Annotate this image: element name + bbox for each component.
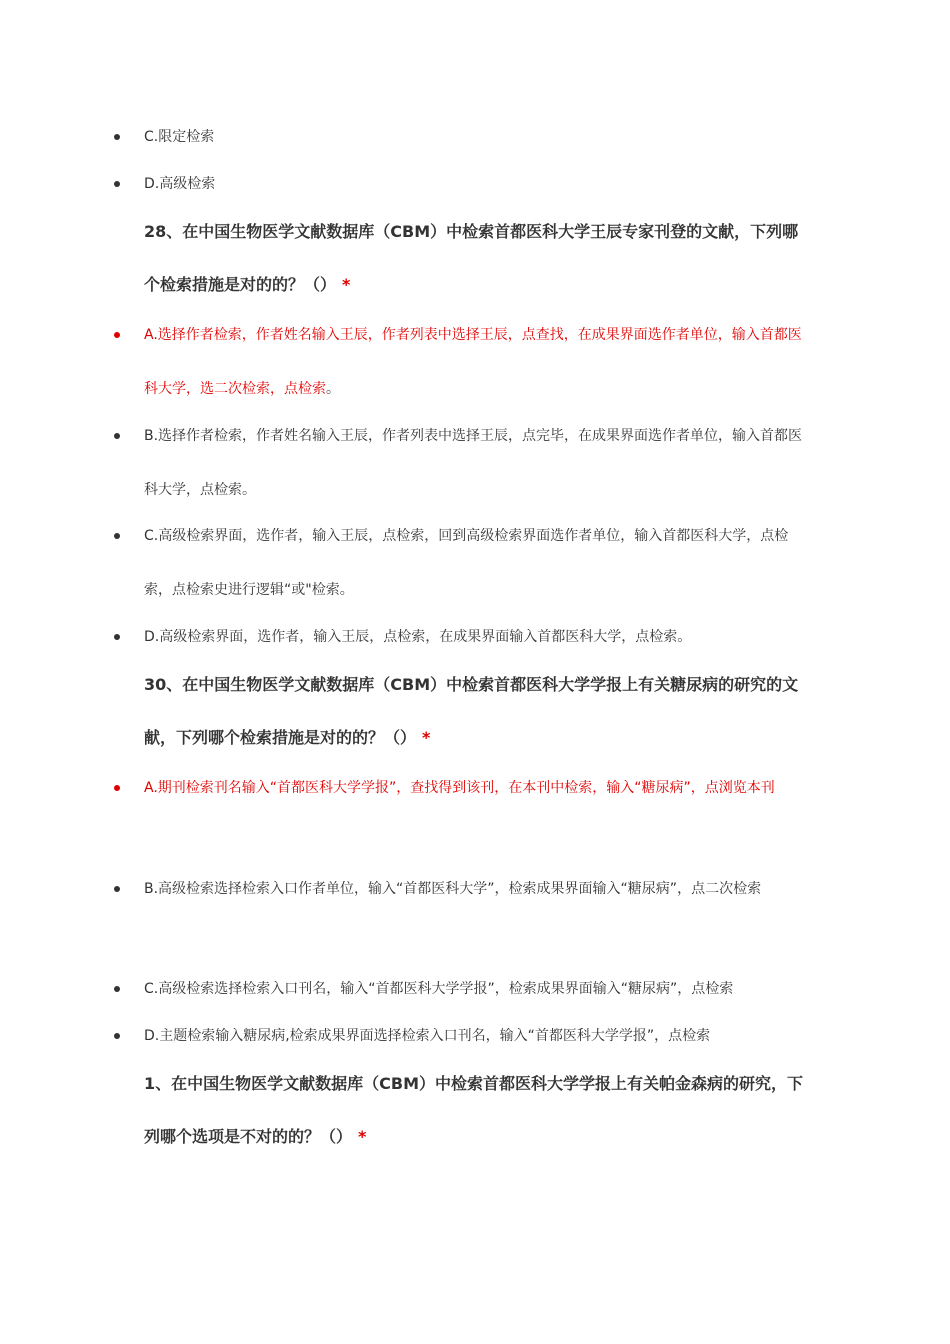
list-bullet [114,634,120,640]
required-star: * [422,728,431,747]
option-c-limited-search: C.限定检索 [144,129,215,145]
list-bullet [114,785,120,791]
required-star: * [358,1127,367,1146]
question-1-text: 1、在中国生物医学文献数据库（CBM）中检索首都医科大学学报上有关帕金森病的研究，下列哪个选项是不对的的？（） [144,1074,803,1146]
list-bullet [114,332,120,338]
question-28-option-c: C.高级检索界面，选作者，输入王辰，点检索，回到高级检索界面选作者单位，输入首都医科大学，点检索，点检索史进行逻辑“或"检索。 [144,528,789,598]
required-star: * [342,275,351,294]
list-bullet [114,886,120,892]
question-28-text: 28、在中国生物医学文献数据库（CBM）中检索首都医科大学王辰专家刊登的文献，下列哪个检索措施是对的的？（） [144,222,799,294]
question-28-option-b: B.选择作者检索，作者姓名输入王辰，作者列表中选择王辰，点完毕，在成果界面选作者单位，输入首都医科大学，点检索。 [144,428,803,498]
list-bullet [114,181,120,187]
question-30-option-b: B.高级检索选择检索入口作者单位，输入“首都医科大学”，检索成果界面输入“糖尿病”，点二次检索 [144,881,762,897]
question-30-text: 30、在中国生物医学文献数据库（CBM）中检索首都医科大学学报上有关糖尿病的研究的文献，下列哪个检索措施是对的的？（） [144,675,799,747]
option-text: A.选择作者检索，作者姓名输入王辰，作者列表中选择王辰，点查找，在成果界面选作者单位，输入首都医科大学，选二次检索，点检索 [144,327,802,397]
list-bullet [114,1033,120,1039]
question-28-option-a [144,308,814,416]
option-tail: 。 [326,381,340,397]
list-bullet [114,134,120,140]
question-1 [144,1057,814,1163]
list-bullet [114,986,120,992]
list-bullet [114,433,120,439]
list-bullet [114,533,120,539]
question-28-option-d: D.高级检索界面，选作者，输入王辰，点检索，在成果界面输入首都医科大学，点检索。 [144,629,692,645]
question-30-option-a: A.期刊检索刊名输入“首都医科大学学报”，查找得到该刊，在本刊中检索，输入“糖尿病”，点浏览本刊 [144,780,775,796]
question-28 [144,205,814,311]
question-30-option-d: D.主题检索输入糖尿病,检索成果界面选择检索入口刊名，输入“首都医科大学学报”，点检索 [144,1028,711,1044]
question-30-option-c: C.高级检索选择检索入口刊名，输入“首都医科大学学报”，检索成果界面输入“糖尿病”，点检索 [144,981,734,997]
option-d-advanced-search: D.高级检索 [144,176,216,192]
question-30 [144,658,814,764]
